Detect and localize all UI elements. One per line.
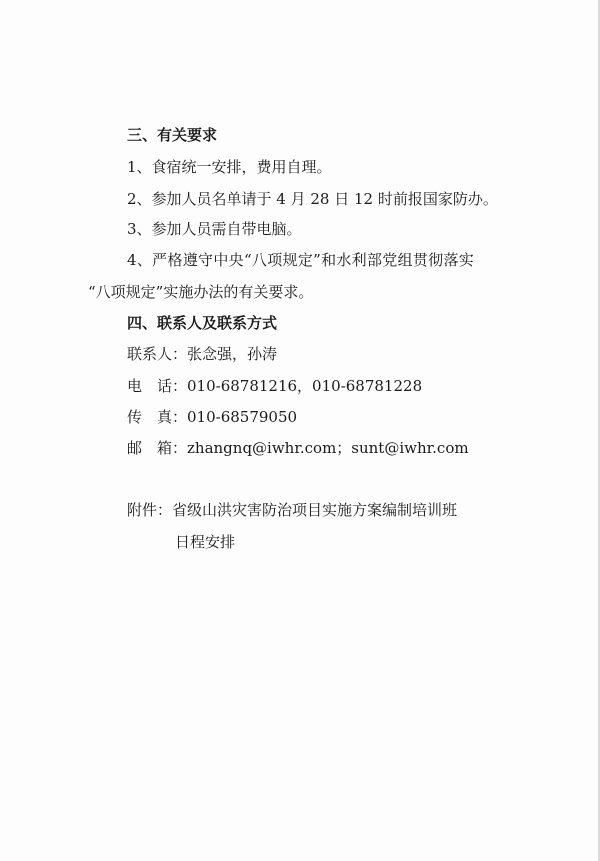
contact-email-label: 邮 箱： [127,439,188,457]
contact-phone-value: 010-68781216，010-68781228 [187,377,423,395]
contact-person-label: 联系人： [127,345,188,363]
contact-phone-label: 电 话： [127,377,188,395]
attachment-title: 省级山洪灾害防治项目实施方案编制培训班 [172,501,458,519]
requirement-item-3: 3、参加人员需自带电脑。 [127,220,302,238]
attachment-line-1 [127,500,457,520]
attachment-label: 附件： [127,501,173,519]
contact-fax-row [127,407,297,427]
contact-person-value: 张念强，孙涛 [187,345,278,363]
contact-email-value: zhangnq@iwhr.com；sunt@iwhr.com [187,439,469,457]
contact-person-row [127,344,277,364]
contact-fax-label: 传 真： [127,408,188,426]
contact-phone-row [127,376,422,396]
section-4-heading: 四、联系人及联系方式 [127,314,278,332]
requirement-item-1: 1、食宿统一安排，费用自理。 [127,158,332,176]
contact-email-row [127,438,469,458]
section-3-heading: 三、有关要求 [127,126,218,144]
attachment-line-2: 日程安排 [175,533,236,551]
contact-fax-value: 010-68579050 [187,408,298,426]
requirement-item-2: 2、参加人员名单请于 4 月 28 日 12 时前报国家防办。 [127,190,498,208]
requirement-item-4: 4、严格遵守中央“八项规定”和水利部党组贯彻落实 [127,251,475,269]
requirement-item-4-continued: “八项规定”实施办法的有关要求。 [88,283,314,301]
